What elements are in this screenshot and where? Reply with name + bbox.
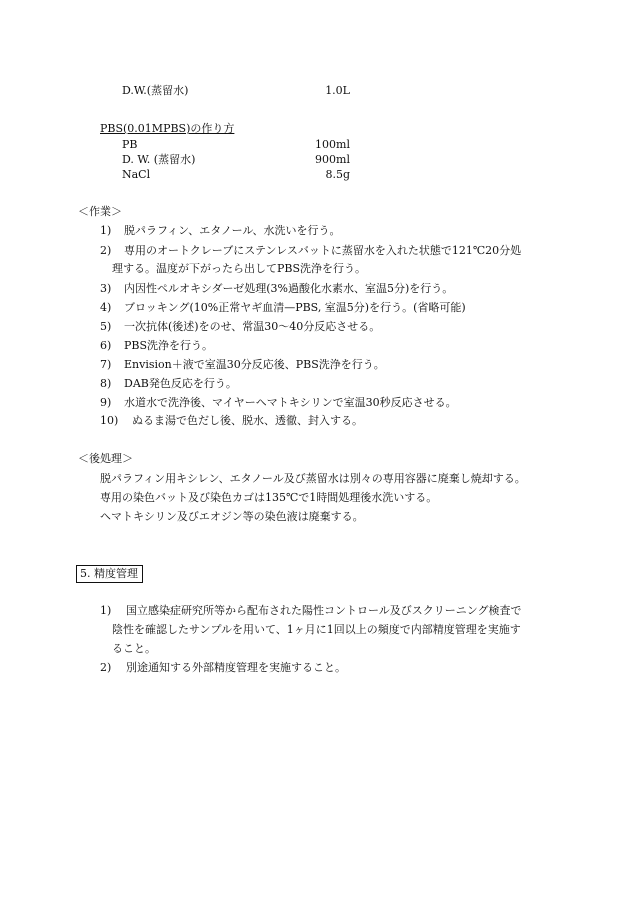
step-number: 2) [100, 244, 112, 257]
step-text: ぬるま湯で色だし後、脱水、透徹、封入する。 [132, 414, 363, 427]
step-number: 9) [100, 396, 112, 409]
step-number: 5) [100, 320, 112, 333]
post-line: ヘマトキシリン及びエオジン等の染色液は廃棄する。 [100, 510, 364, 523]
post-line: 専用の染色バット及び染色カゴは135℃で1時間処理後水洗いする。 [100, 491, 438, 504]
quality-item-text: 別途通知する外部精度管理を実施すること。 [126, 661, 346, 674]
step-text: 水道水で洗浄後、マイヤーヘマトキシリンで室温30秒反応させる。 [124, 396, 457, 409]
step-number: 1) [100, 224, 112, 237]
step-number: 4) [100, 301, 112, 314]
quality-item-number: 1) [100, 604, 112, 617]
step-number: 3) [100, 282, 112, 295]
quality-item-text: 国立感染症研究所等から配布された陽性コントロール及びスクリーニング検査で [126, 604, 522, 617]
pbs-row-amount: 8.5g [325, 168, 350, 181]
pbs-row-name: PB [122, 138, 138, 151]
step-text: 一次抗体(後述)をのせ、常温30〜40分反応させる。 [124, 320, 381, 333]
quality-item-text: ること。 [112, 642, 156, 655]
pbs-row-name: NaCl [122, 168, 151, 181]
step-number: 8) [100, 377, 112, 390]
quality-item-number: 2) [100, 661, 112, 674]
step-number: 10) [100, 414, 119, 427]
step-text: 専用のオートクレーブにステンレスバットに蒸留水を入れた状態で121℃20分処 [124, 244, 522, 257]
step-text: DAB発色反応を行う。 [124, 377, 237, 390]
step-text: PBS洗浄を行う。 [124, 339, 214, 352]
step-number: 6) [100, 339, 112, 352]
step-number: 7) [100, 358, 112, 371]
pbs-row-name: D. W. (蒸留水) [122, 153, 196, 166]
quality-item-text: 陰性を確認したサンプルを用いて、1ヶ月に1回以上の頻度で内部精度管理を実施す [112, 623, 521, 636]
pbs-row-amount: 900ml [315, 153, 350, 166]
pbs-row-amount: 100ml [315, 138, 350, 151]
step-text-continued: 理する。温度が下がったら出してPBS洗浄を行う。 [112, 262, 367, 275]
step-text: 内因性ペルオキシダーゼ処理(3%過酸化水素水、室温5分)を行う。 [124, 282, 454, 295]
step-text: Envision＋液で室温30分反応後、PBS洗浄を行う。 [124, 358, 385, 371]
post-line: 脱パラフィン用キシレン、エタノール及び蒸留水は別々の専用容器に廃棄し焼却する。 [100, 472, 526, 485]
work-heading: ＜作業＞ [78, 205, 122, 218]
reagent-name: D.W.(蒸留水) [122, 84, 189, 97]
step-text: ブロッキング(10%正常ヤギ血清—PBS, 室温5分)を行う。(省略可能) [124, 301, 466, 314]
reagent-amount: 1.0L [325, 84, 350, 97]
post-heading: ＜後処理＞ [78, 452, 133, 465]
step-text: 脱パラフィン、エタノール、水洗いを行う。 [124, 224, 341, 237]
pbs-heading: PBS(0.01MPBS)の作り方 [100, 122, 235, 135]
quality-heading: 5. 精度管理 [76, 565, 143, 583]
